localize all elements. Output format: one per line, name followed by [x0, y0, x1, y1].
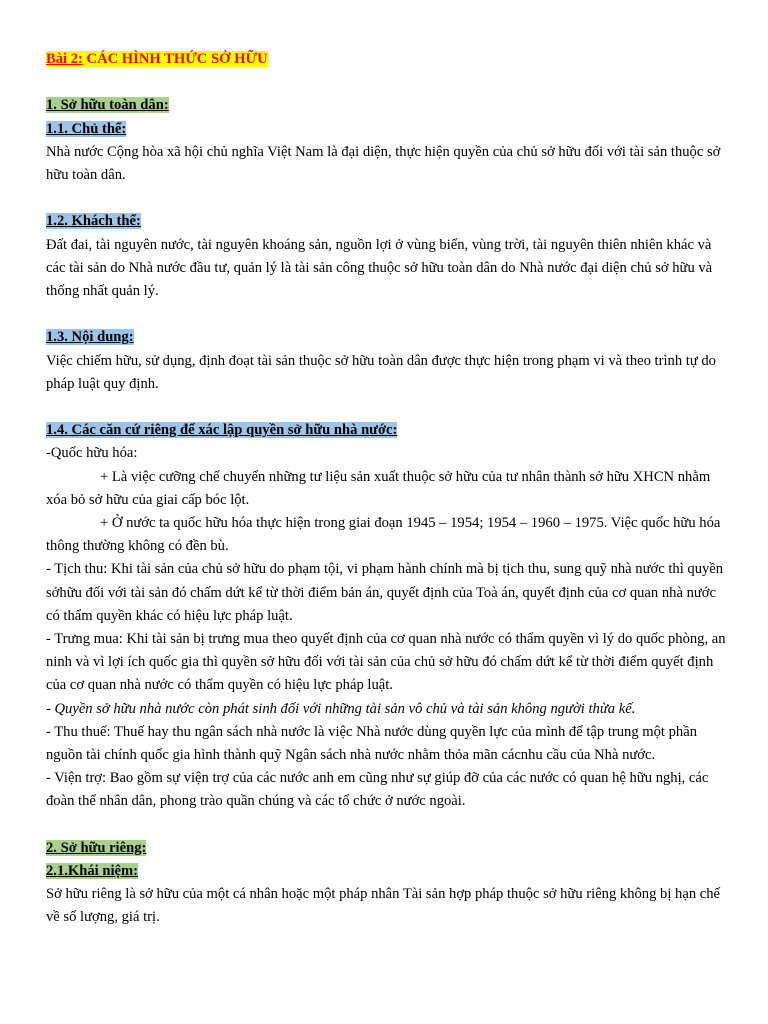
document-title [46, 48, 728, 71]
spacer [46, 396, 728, 419]
spacer [46, 187, 728, 210]
section-1-2-text: Đất đai, tài nguyên nước, tài nguyên khoáng sản, nguồn lợi ở vùng biển, vùng trời, tài nguyên thiên nhiên khác và các tài sản do Nhà nước đầu tư, quản lý là tài sản công thuộc sở hữu toàn dân do Nhà nước đại diện chủ sở hữu và thống nhất quản lý. [46, 236, 713, 299]
paragraph-ownerless-property: - Quyền sở hữu nhà nước còn phát sinh đối với những tài sản vô chủ và tài sản không người thừa kế. [46, 700, 636, 717]
section-1-1-text: Nhà nước Cộng hòa xã hội chủ nghĩa Việt Nam là đại diện, thực hiện quyền của chủ sở hữu đối với tài sản thuộc sở hữu toàn dân. [46, 143, 721, 183]
section-1-4-heading: 1.4. Các căn cứ riêng để xác lập quyền sở hữu nhà nước: [46, 422, 398, 439]
spacer [46, 814, 728, 837]
section-1-heading: 1. Sở hữu toàn dân: [46, 97, 169, 114]
section-1-3-heading: 1.3. Nội dung: [46, 329, 134, 346]
title-lesson-number: Bài 2: [46, 51, 83, 67]
section-1-1-heading: 1.1. Chủ thể: [46, 120, 127, 137]
paragraph-confiscation: - Tịch thu: Khi tài sản của chủ sở hữu do phạm tội, vi phạm hành chính mà bị tịch thu, sung quỹ nhà nước thì quyền sởhữu đối với tài sản đó chấm dứt kể từ thời điểm bản án, quyết định của Toà án, quyết định của cơ quan nhà nước có thẩm quyền khác có hiệu lực pháp luật. [46, 561, 724, 624]
section-2-heading: 2. Sở hữu riêng: [46, 839, 147, 856]
paragraph-taxation: - Thu thuế: Thuế hay thu ngân sách nhà nước là việc Nhà nước dùng quyền lực của mình để tập trung một phần nguồn tài chính quốc gia hình thành quỹ Ngân sách nhà nước nhằm thỏa mãn cácnhu cầu của Nhà nước. [46, 723, 697, 764]
spacer [46, 303, 728, 326]
section-2-1-heading: 2.1.Khái niệm: [46, 863, 139, 880]
paragraph-nationalization-vietnam: + Ở nước ta quốc hữu hóa thực hiện trong giai đoạn 1945 – 1954; 1954 – 1960 – 1975. Việc quốc hữu hóa thông thường không có đền bù. [46, 515, 721, 555]
paragraph-nationalization-definition: + Là việc cưỡng chế chuyển những tư liệu sản xuất thuộc sở hữu của tư nhân thành sở hữu XHCN nhằm xóa bỏ sở hữu của giai cấp bóc lột. [46, 468, 711, 508]
section-1-3-text: Việc chiếm hữu, sử dụng, định đoạt tài sản thuộc sở hữu toàn dân được thực hiện trong phạm vi và theo trình tự do pháp luật quy định. [46, 352, 716, 392]
paragraph-requisition: - Trưng mua: Khi tài sản bị trưng mua theo quyết định của cơ quan nhà nước có thẩm quyền vì lý do quốc phòng, an ninh và vì lợi ích quốc gia thì quyền sở hữu đối với tài sản của chủ sở hữu đó chấm dứt kể từ thời điểm quyết định của cơ quan nhà nước có thẩm quyền có hiệu lực pháp luật. [46, 631, 726, 694]
section-1-2-heading: 1.2. Khách thể: [46, 213, 141, 230]
spacer [46, 71, 728, 94]
paragraph-nationalization: -Quốc hữu hóa: [46, 445, 138, 462]
paragraph-aid: - Viện trợ: Bao gồm sự viện trợ của các nước anh em cũng như sự giúp đỡ của các nước có quan hệ hữu nghị, các đoàn thể nhân dân, phong trào quần chúng và các tổ chức ở nước ngoài. [46, 770, 709, 810]
section-2-1-text: Sở hữu riêng là sở hữu của một cá nhân hoặc một pháp nhân Tài sản hợp pháp thuộc sở hữu riêng không bị hạn chế về số lượng, giá trị. [46, 886, 721, 926]
title-text: CÁC HÌNH THỨC SỞ HỮU [82, 51, 268, 67]
